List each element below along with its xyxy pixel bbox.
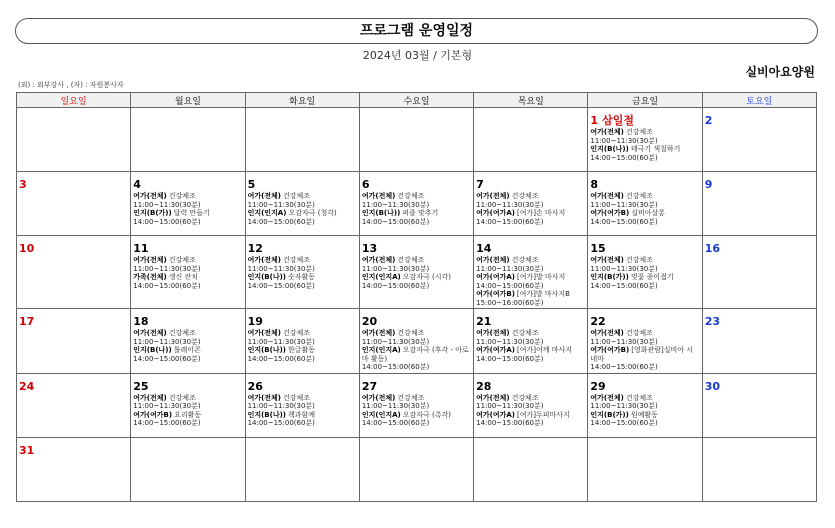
program-time: 11:00~11:30(30분) [590, 264, 658, 273]
program-name: 달력 만들기 [173, 209, 210, 217]
program-category: 여가(전체) [361, 192, 396, 200]
program-name: [영화관람]실비아 시네마 [590, 346, 693, 363]
program-category: 여가(전체) [590, 329, 624, 337]
day-cell [131, 437, 245, 501]
program-entry [590, 411, 699, 420]
legend-note: (외) : 외부강사 , (자) : 자원봉사자 [18, 81, 124, 89]
calendar-table [16, 92, 817, 502]
program-entry [362, 192, 471, 201]
program-name: 오감자극 (촉각) [402, 410, 451, 419]
program-entry [133, 411, 242, 420]
program-time: 11:00~11:30(30분) [476, 402, 544, 410]
day-cell [17, 309, 131, 374]
day-header-line [133, 375, 242, 394]
program-category: 여가(전체) [476, 393, 510, 402]
program-name: 건강체조 [511, 329, 539, 337]
program-entry [476, 192, 585, 201]
program-entry [133, 192, 242, 201]
day-header-line [705, 109, 814, 128]
day-cell [588, 437, 702, 501]
program-time: 11:00~11:30(30분) [247, 200, 315, 209]
day-number: 23 [704, 315, 720, 328]
program-name: 건강체조 [625, 329, 653, 337]
day-number: 14 [476, 242, 492, 255]
program-entry [590, 329, 699, 338]
program-category: 여가(전체) [133, 393, 167, 402]
program-entry [248, 192, 357, 201]
day-cell [131, 172, 245, 236]
program-name: 건강체조 [511, 393, 539, 402]
program-entry [133, 209, 242, 218]
program-time: 14:00~15:00(60분) [476, 354, 544, 363]
page-subtitle: 2024년 03월 / 기본형 [362, 49, 473, 62]
program-time: 11:00~11:30(30분) [590, 136, 658, 145]
day-header-line [248, 375, 357, 394]
program-name: 건강체조 [168, 192, 196, 200]
program-name: 건강체조 [397, 393, 425, 402]
program-category: 인지(B(가)) [590, 410, 629, 419]
day-header-line [476, 173, 585, 192]
program-name: 건강체조 [283, 393, 311, 402]
day-header-line [362, 173, 471, 192]
program-name: 건강체조 [283, 329, 311, 337]
day-number: 13 [361, 242, 378, 255]
program-time: 14:00~15:00(60분) [247, 419, 315, 427]
program-entry [362, 273, 471, 282]
day-cell [702, 437, 816, 501]
program-time: 11:00~11:30(30분) [361, 402, 430, 410]
program-entry [248, 329, 357, 338]
program-category: 여가(전체) [361, 256, 396, 264]
program-time: 11:00~11:30(30분) [590, 200, 658, 209]
day-cell [17, 172, 131, 236]
day-header-line [133, 237, 242, 256]
program-name: 퍼즐 맞추기 [402, 209, 439, 217]
program-name: 건강체조 [397, 256, 425, 264]
program-name: 건강체조 [625, 393, 653, 402]
day-header-line [19, 375, 128, 394]
program-time: 11:00~11:30(30분) [476, 337, 544, 346]
weekday-header: 토요일 [702, 93, 816, 108]
program-entry [362, 329, 471, 338]
day-number: 10 [19, 242, 35, 255]
program-name: 건강체조 [397, 329, 425, 337]
program-name: 오감자극 (후각 - 아로마 활동) [361, 346, 469, 363]
day-cell [245, 373, 359, 437]
program-category: 가족(전체) [133, 273, 167, 281]
program-entry [133, 273, 242, 282]
program-time: 11:00~11:30(30분) [476, 200, 544, 209]
program-name: 원예활동 [630, 410, 658, 419]
weekday-header: 금요일 [588, 93, 702, 108]
program-entry [590, 128, 699, 137]
program-name: [여가]손 마사지 [517, 209, 566, 217]
day-cell [474, 437, 588, 501]
program-time: 14:00~15:00(60분) [133, 217, 201, 226]
program-category: 여가(여가B) [476, 290, 515, 298]
program-time: 14:00~15:00(60분) [590, 217, 658, 226]
program-category: 여가(여가B) [590, 346, 630, 354]
program-name: 건강체조 [511, 192, 539, 200]
day-number: 29 [590, 379, 606, 393]
program-category: 여가(전체) [590, 192, 624, 200]
day-header-line [590, 310, 699, 329]
holiday-label: 삼일절 [602, 114, 634, 127]
program-entry [590, 256, 699, 265]
program-name: 건강체조 [397, 192, 425, 200]
day-cell [245, 172, 359, 236]
day-cell [245, 236, 359, 309]
program-name: 한글활동 [287, 346, 316, 354]
day-cell [588, 236, 702, 309]
day-cell [245, 108, 359, 172]
program-category: 여가(여가B) [590, 209, 630, 217]
day-number: 16 [704, 242, 720, 255]
program-entry [476, 394, 585, 403]
day-cell [588, 172, 702, 236]
day-header-line [19, 237, 128, 256]
day-cell [359, 236, 473, 309]
day-cell [359, 437, 473, 501]
program-category: 여가(전체) [247, 329, 282, 337]
program-time: 11:00~11:30(30분) [590, 402, 658, 410]
weekday-header-row [17, 93, 817, 108]
program-category: 여가(전체) [133, 192, 167, 200]
day-number: 18 [133, 315, 149, 328]
day-cell [17, 236, 131, 309]
program-category: 여가(전체) [133, 256, 167, 264]
week-row [17, 373, 817, 437]
day-cell [702, 172, 816, 236]
program-name: 태극기 색칠하기 [630, 145, 681, 153]
program-entry [590, 394, 699, 403]
program-entry [248, 394, 357, 403]
organization-name: 실비아요양원 [745, 65, 815, 79]
day-header-line [590, 173, 699, 192]
day-header-line [590, 375, 699, 394]
program-name: 건강체조 [283, 256, 311, 264]
program-category: 여가(전체) [590, 393, 624, 402]
weekday-header: 목요일 [474, 93, 588, 108]
program-entry [248, 273, 357, 282]
program-entry [476, 346, 585, 355]
program-time: 14:00~15:00(60분) [247, 217, 315, 226]
program-time: 11:00~11:30(30분) [133, 264, 201, 273]
program-time: 11:00~11:30(30분) [247, 337, 315, 346]
program-time: 14:00~15:00(60분) [361, 281, 430, 290]
day-header-line [476, 375, 585, 394]
day-cell [588, 108, 702, 172]
program-time: 11:00~11:30(30분) [361, 200, 430, 209]
day-header-line [248, 173, 357, 192]
program-category: 인지(B(나)) [361, 209, 401, 217]
program-name: 벚꽃 종이접기 [630, 273, 674, 281]
day-cell [245, 437, 359, 501]
day-number: 3 [19, 178, 27, 191]
day-cell [131, 236, 245, 309]
day-cell [474, 236, 588, 309]
program-category: 인지(인지A) [361, 346, 401, 354]
program-category: 여가(전체) [476, 256, 510, 264]
program-time: 11:00~11:30(30분) [361, 337, 430, 346]
day-number: 21 [476, 315, 492, 328]
day-cell [17, 437, 131, 501]
program-time: 11:00~11:30(30분) [361, 264, 430, 273]
week-row [17, 172, 817, 236]
page-title: 프로그램 운영일정 [15, 18, 818, 44]
program-time: 14:00~15:00(60분) [590, 363, 658, 371]
program-entry [248, 256, 357, 265]
program-time: 11:00~11:30(30분) [133, 337, 201, 346]
program-entry [476, 209, 585, 218]
program-category: 여가(여가A) [476, 410, 515, 419]
day-header-line [19, 310, 128, 329]
week-row [17, 309, 817, 374]
program-name: 건강체조 [625, 256, 653, 264]
day-header-line [248, 237, 357, 256]
program-name: 건강체조 [168, 329, 196, 337]
week-row [17, 108, 817, 172]
day-number: 17 [19, 315, 35, 328]
program-time: 11:00~11:30(30분) [133, 402, 201, 410]
program-entry [133, 394, 242, 403]
program-entry [362, 209, 471, 218]
weekday-header: 월요일 [131, 93, 245, 108]
weekday-header: 화요일 [245, 93, 359, 108]
day-header-line [362, 237, 471, 256]
program-entry [590, 273, 699, 282]
program-time: 14:00~15:00(60분) [133, 354, 201, 363]
program-name: 건강체조 [511, 256, 539, 264]
program-category: 여가(전체) [590, 256, 624, 264]
day-number: 6 [361, 178, 370, 191]
program-name: [여가]발 마사지B [516, 290, 570, 298]
day-cell [474, 172, 588, 236]
day-cell [131, 108, 245, 172]
program-category: 인지(B(나)) [247, 346, 286, 354]
program-time: 14:00~15:00(60분) [361, 419, 430, 427]
program-entry [248, 346, 357, 355]
day-cell [245, 309, 359, 374]
program-name: 요리활동 [174, 410, 202, 419]
program-time: 11:00~11:30(30분) [133, 200, 201, 209]
day-cell [17, 373, 131, 437]
program-category: 인지(B(나)) [247, 410, 286, 419]
program-category: 인지(B(가)) [590, 273, 629, 281]
program-name: 실비아살롱 [631, 209, 666, 217]
program-entry [362, 256, 471, 265]
program-name: 건강체조 [625, 128, 653, 136]
day-number: 22 [590, 315, 606, 328]
program-name: 건강체조 [625, 192, 653, 200]
program-entry [590, 192, 699, 201]
program-time: 14:00~15:00(60분) [361, 217, 430, 226]
day-number: 2 [704, 114, 713, 127]
day-cell [588, 309, 702, 374]
day-number: 27 [361, 379, 378, 393]
day-header-line [705, 237, 814, 256]
program-category: 여가(전체) [247, 256, 282, 264]
day-number: 24 [19, 379, 35, 393]
day-number: 5 [247, 178, 256, 191]
program-category: 여가(전체) [361, 393, 396, 402]
program-category: 여가(전체) [247, 393, 282, 402]
day-number: 4 [133, 178, 141, 191]
program-time: 11:00~11:30(30분) [476, 264, 544, 273]
weekday-header: 수요일 [359, 93, 473, 108]
weekday-header: 일요일 [17, 93, 131, 108]
program-entry [476, 411, 585, 420]
program-category: 여가(전체) [247, 192, 282, 200]
program-category: 인지(인지A) [247, 209, 287, 217]
program-entry [476, 256, 585, 265]
day-number: 31 [19, 443, 35, 457]
program-category: 여가(전체) [476, 329, 510, 337]
day-number: 25 [133, 379, 149, 393]
day-number: 15 [590, 242, 606, 255]
program-time: 14:00~15:00(60분) [133, 281, 201, 290]
program-name: 숫자활동 [287, 273, 316, 281]
week-row [17, 437, 817, 501]
day-header-line [248, 310, 357, 329]
program-name: [여가]두피마사지 [517, 410, 570, 419]
program-category: 인지(B(나)) [247, 273, 286, 281]
program-entry [476, 290, 585, 299]
program-entry [248, 209, 357, 218]
day-header-line [590, 237, 699, 256]
day-cell [702, 108, 816, 172]
day-header-line [133, 173, 242, 192]
program-category: 인지(B(나)) [133, 346, 172, 354]
program-entry [133, 256, 242, 265]
program-name: 생신 잔치 [168, 273, 199, 281]
day-cell [359, 172, 473, 236]
program-category: 인지(인지A) [361, 273, 401, 281]
day-header-line [133, 310, 242, 329]
program-time: 14:00~15:00(60분) [247, 281, 315, 290]
day-number: 28 [476, 379, 492, 393]
day-number: 7 [476, 178, 484, 191]
day-number: 8 [590, 178, 599, 191]
program-time: 15:00~16:00(60분) [476, 298, 544, 307]
program-time: 14:00~15:00(60분) [590, 281, 658, 290]
day-cell [359, 108, 473, 172]
day-cell [474, 108, 588, 172]
day-number: 26 [247, 379, 263, 393]
program-time: 14:00~15:00(60분) [133, 419, 201, 427]
day-cell [131, 309, 245, 374]
program-category: 인지(B(나)) [590, 145, 629, 153]
program-entry [362, 346, 471, 363]
program-time: 14:00~15:00(60분) [476, 281, 544, 290]
day-cell [474, 373, 588, 437]
program-time: 14:00~15:00(60분) [476, 217, 544, 226]
program-category: 여가(전체) [133, 329, 167, 337]
day-header-line [476, 237, 585, 256]
day-header-line [705, 310, 814, 329]
program-name: 건강체조 [283, 192, 311, 200]
day-header-line [19, 439, 128, 458]
program-category: 여가(여가A) [476, 273, 515, 281]
day-cell [702, 373, 816, 437]
program-entry [248, 411, 357, 420]
program-entry [362, 411, 471, 420]
day-cell [359, 309, 473, 374]
program-time: 11:00~11:30(30분) [247, 402, 315, 410]
day-cell [702, 236, 816, 309]
day-cell [131, 373, 245, 437]
day-number: 12 [247, 242, 263, 255]
program-time: 14:00~15:00(60분) [590, 419, 658, 427]
program-category: 여가(여가A) [476, 346, 515, 354]
day-header-line [476, 310, 585, 329]
program-entry [133, 329, 242, 338]
program-category: 여가(여가B) [133, 410, 173, 419]
program-category: 인지(B(가)) [133, 209, 172, 217]
program-entry [590, 145, 699, 154]
program-entry [590, 209, 699, 218]
day-number: 9 [704, 178, 713, 191]
program-name: 건강체조 [168, 256, 196, 264]
day-number: 1 [590, 114, 599, 127]
day-number: 20 [361, 315, 378, 328]
program-name: 톨레이콘 [173, 346, 201, 354]
program-time: 11:00~11:30(30분) [590, 337, 658, 346]
program-name: 건강체조 [168, 393, 196, 402]
day-cell [359, 373, 473, 437]
program-time: 14:00~15:00(60분) [590, 153, 658, 162]
week-row [17, 236, 817, 309]
program-entry [476, 273, 585, 282]
program-name: 오감자극 (청각) [288, 209, 337, 217]
program-entry [476, 329, 585, 338]
day-header-line [362, 375, 471, 394]
day-number: 30 [704, 379, 720, 393]
program-time: 14:00~15:00(60분) [361, 363, 430, 371]
day-cell [474, 309, 588, 374]
day-header-line [590, 109, 699, 128]
day-number: 19 [247, 315, 263, 328]
program-time: 14:00~15:00(60분) [247, 354, 315, 363]
program-time: 11:00~11:30(30분) [247, 264, 315, 273]
program-entry [362, 394, 471, 403]
program-entry [590, 346, 699, 363]
day-cell [17, 108, 131, 172]
day-header-line [362, 310, 471, 329]
day-header-line [705, 375, 814, 394]
program-category: 여가(여가A) [476, 209, 515, 217]
program-time: 14:00~15:00(60분) [476, 419, 544, 427]
program-category: 여가(전체) [476, 192, 510, 200]
day-cell [702, 309, 816, 374]
program-name: 오감자극 (시각) [402, 273, 451, 281]
day-header-line [705, 173, 814, 192]
program-name: [여가]발 마사지 [517, 273, 566, 281]
program-category: 여가(전체) [590, 128, 624, 136]
program-name: [여가]어깨 마사지 [517, 346, 573, 354]
program-name: 책과함께 [287, 410, 316, 419]
day-header-line [19, 173, 128, 192]
program-category: 여가(전체) [361, 329, 396, 337]
program-entry [133, 346, 242, 355]
day-cell [588, 373, 702, 437]
day-number: 11 [133, 242, 149, 255]
program-category: 인지(인지A) [361, 410, 401, 419]
